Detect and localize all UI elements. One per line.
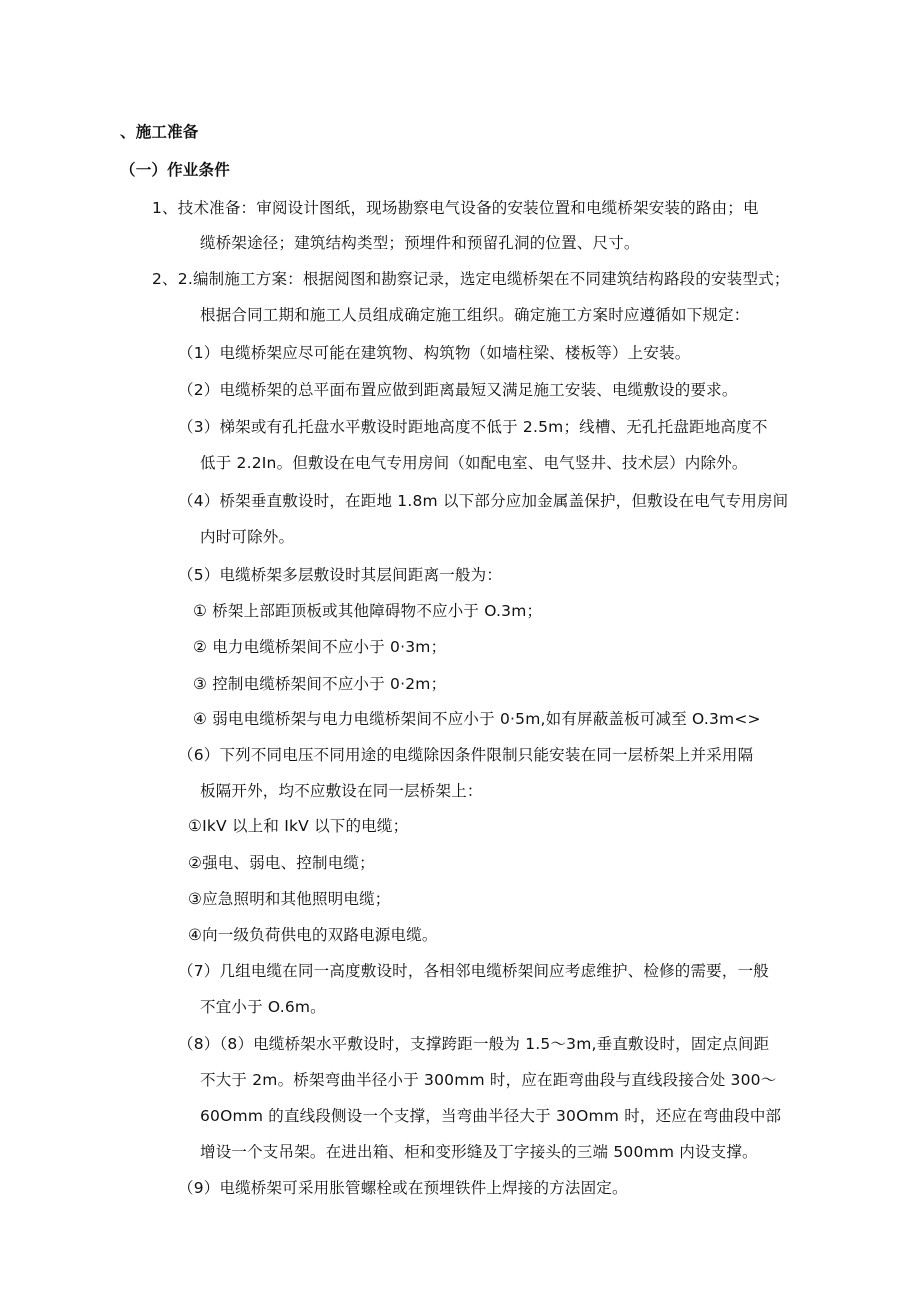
text-line: （9）电缆桥架可采用胀管螺栓或在预埋铁件上焊接的方法固定。 [178, 1179, 628, 1197]
text-line: ② 电力电缆桥架间不应小于 0·3m； [193, 638, 447, 656]
text-line: 缆桥架途径；建筑结构类型；预埋件和预留孔洞的位置、尺寸。 [200, 234, 640, 252]
text-line: ③应急照明和其他照明电缆； [188, 890, 391, 908]
text-line: 板隔开外，均不应敷设在同一层桥架上： [200, 782, 483, 800]
text-line: ④ 弱电电缆桥架与电力电缆桥架间不应小于 0·5m,如有屏蔽盖板可减至 O.3m<> [193, 710, 761, 728]
text-line: 低于 2.2In。但敷设在电气专用房间（如配电室、电气竖井、技术层）内除外。 [200, 454, 748, 472]
text-line: （3）梯架或有孔托盘水平敷设时距地高度不低于 2.5m；线槽、无孔托盘距地高度不 [178, 418, 768, 436]
text-line: ④向一级负荷供电的双路电源电缆。 [188, 926, 438, 944]
text-line: ① 桥架上部距顶板或其他障碍物不应小于 O.3m； [193, 602, 543, 620]
text-line: 2、2.编制施工方案：根据阅图和勘察记录，选定电缆桥架在不同建筑结构路段的安装型式； [152, 270, 790, 288]
text-line: 增设一个支吊架。在进出箱、柜和变形缝及丁字接头的三端 500mm 内设支撑。 [200, 1143, 758, 1161]
text-line: （4）桥架垂直敷设时，在距地 1.8m 以下部分应加金属盖保护，但敷设在电气专用房间 [178, 492, 789, 510]
text-line: （6）下列不同电压不同用途的电缆除因条件限制只能安装在同一层桥架上并采用隔 [178, 746, 754, 764]
text-line: ③ 控制电缆桥架间不应小于 0·2m； [193, 675, 447, 693]
text-line: ②强电、弱电、控制电缆； [188, 854, 375, 872]
text-line: ①IkV 以上和 IkV 以下的电缆； [188, 817, 409, 835]
text-line: （2）电缆桥架的总平面布置应做到距离最短又满足施工安装、电缆敷设的要求。 [178, 381, 738, 399]
text-line: （1）电缆桥架应尽可能在建筑物、构筑物（如墙柱梁、楼板等）上安装。 [178, 344, 691, 362]
section-title: 、施工准备 [120, 123, 199, 141]
text-line: 不宜小于 O.6m。 [200, 998, 326, 1016]
text-line: （5）电缆桥架多层敷设时其层间距离一般为： [178, 566, 503, 584]
text-line: （7）几组电缆在同一高度敷设时，各相邻电缆桥架间应考虑维护、检修的需要，一般 [178, 962, 769, 980]
text-line: 不大于 2m。桥架弯曲半径小于 300mm 时，应在距弯曲段与直线段接合处 300～ [200, 1071, 777, 1089]
text-line: 内时可除外。 [200, 528, 295, 546]
text-line: 60Omm 的直线段侧设一个支撑，当弯曲半径大于 30Omm 时，还应在弯曲段中部 [200, 1107, 782, 1125]
subsection-title: （一）作业条件 [120, 161, 230, 179]
text-line: 1、技术准备：审阅设计图纸，现场勘察电气设备的安装位置和电缆桥架安装的路由；电 [152, 199, 759, 217]
text-line: 根据合同工期和施工人员组成确定施工组织。确定施工方案时应遵循如下规定： [200, 306, 750, 324]
text-line: （8）（8）电缆桥架水平敷设时，支撑跨距一般为 1.5～3m,垂直敷设时，固定点间距 [178, 1035, 770, 1053]
